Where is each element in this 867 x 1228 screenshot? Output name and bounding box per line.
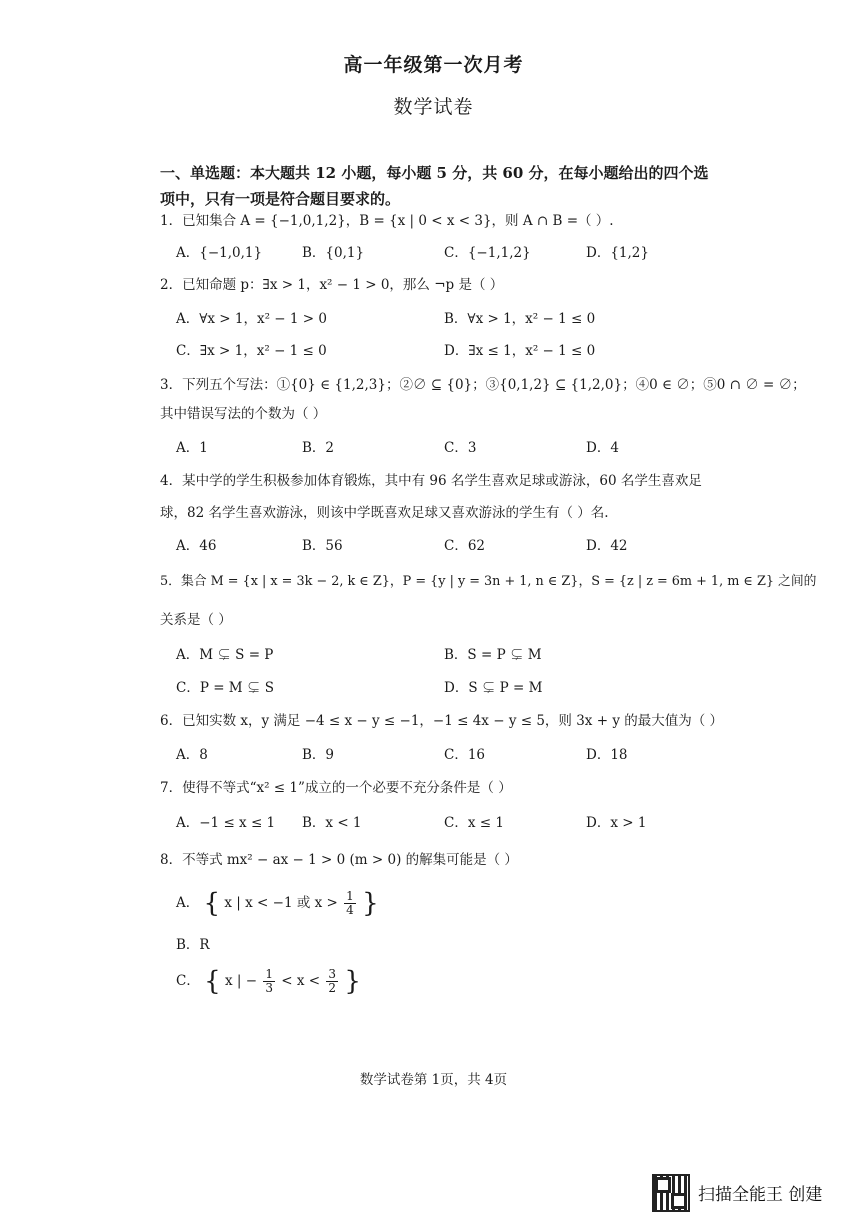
page-footer: 数学试卷第 1页，共 4页 [359,1072,508,1088]
option-c-text: x | − [224,973,258,989]
question-2-option-a: A．∀x > 1，x² − 1 > 0 [176,311,327,327]
section-line-2: 项中，只有一项是符合题目要求的。 [160,190,401,208]
option-c-label: C． [176,973,200,989]
question-3-option-d: D．4 [586,440,619,456]
question-8-option-c [176,968,361,995]
question-5-option-b: B．S = P ⊊ M [444,647,542,663]
question-7-option-a: A．−1 ≤ x ≤ 1 [176,815,276,831]
question-3-option-c: C．3 [444,440,477,456]
question-5-option-c: C．P = M ⊊ S [176,680,274,696]
option-a-label: A． [176,895,200,911]
exam-title: 高一年级第一次月考 [343,54,524,76]
question-6-option-d: D．18 [586,747,628,763]
option-c-fraction-1 [263,968,275,995]
right-brace-icon: } [362,888,379,919]
question-4-stem: 4．某中学的学生积极参加体育锻炼，其中有 96 名学生喜欢足球或游泳，60 名学生喜欢足 [160,473,702,489]
question-6-stem: 6．已知实数 x，y 满足 −4 ≤ x − y ≤ −1，−1 ≤ 4x − y ≤ 5，则 3x + y 的最大值为（ ） [160,713,724,729]
question-4-option-b: B．56 [302,538,343,554]
question-5-option-a: A．M ⊊ S = P [176,647,274,663]
fraction-denominator: 4 [346,903,354,917]
question-6-option-b: B．9 [302,747,335,763]
question-1-option-c: C．{−1,1,2} [444,245,531,261]
question-2-option-c: C．∃x > 1，x² − 1 ≤ 0 [176,343,327,359]
question-2-option-d: D．∃x ≤ 1，x² − 1 ≤ 0 [444,343,596,359]
question-1-option-b: B．{0,1} [302,245,365,261]
left-brace-icon: { [204,966,221,997]
section-heading [160,160,740,212]
question-5-option-d: D．S ⊊ P = M [444,680,543,696]
left-brace-icon: { [203,888,221,919]
question-8-option-a [176,890,379,917]
exam-subtitle: 数学试卷 [393,96,474,118]
question-4-option-c: C．62 [444,538,486,554]
qr-code-icon [652,1174,690,1212]
question-1-option-d: D．{1,2} [586,245,649,261]
question-7-option-d: D．x > 1 [586,815,647,831]
section-line-1: 一、单选题：本大题共 12 小题，每小题 5 分，共 60 分，在每小题给出的四个选 [160,164,709,182]
question-3-stem-2: 其中错误写法的个数为（ ） [160,406,327,422]
question-3-stem: 3．下列五个写法：①{0} ∈ {1,2,3}；②∅ ⊆ {0}；③{0,1,2} ⊆ {1,2,0}；④0 ∈ ∅；⑤0 ∩ ∅ = ∅； [160,377,806,393]
question-4-option-d: D．42 [586,538,628,554]
right-brace-icon: } [344,966,361,997]
question-7-option-b: B．x < 1 [302,815,362,831]
question-7-option-c: C．x ≤ 1 [444,815,504,831]
option-a-text: x | x < −1 或 x > [224,895,338,911]
question-2-stem: 2．已知命题 p：∃x > 1，x² − 1 > 0，那么 ¬p 是（ ） [160,277,504,293]
scanner-watermark: 扫描全能王 创建 [698,1185,823,1205]
question-5-stem-2: 关系是（ ） [160,612,232,628]
question-7-stem: 7．使得不等式“x² ≤ 1”成立的一个必要不充分条件是（ ） [160,780,512,796]
question-8-option-b: B．R [176,937,210,953]
option-a-fraction [344,890,356,917]
question-2-option-b: B．∀x > 1，x² − 1 ≤ 0 [444,311,596,327]
question-5-stem: 5．集合 M = {x | x = 3k − 2, k ∈ Z}，P = {y | y = 3n + 1, n ∈ Z}，S = {z | z = 6m + 1, m ∈ Z} 之间的 [160,574,817,589]
question-6-option-c: C．16 [444,747,486,763]
option-c-middle: < x < [281,973,321,989]
fraction-numerator: 3 [328,967,337,981]
option-c-fraction-2 [326,968,338,995]
question-3-option-a: A．1 [176,440,208,456]
question-1-stem: 1．已知集合 A = {−1,0,1,2}，B = {x | 0 < x < 3}，则 A ∩ B =（ ）. [160,213,614,229]
question-4-option-a: A．46 [176,538,217,554]
question-8-stem: 8．不等式 mx² − ax − 1 > 0 (m > 0) 的解集可能是（ ） [160,852,518,868]
fraction-denominator: 2 [328,981,337,995]
question-1-option-a: A．{−1,0,1} [176,245,263,261]
fraction-numerator: 1 [265,967,273,981]
fraction-denominator: 3 [265,981,273,995]
question-3-option-b: B．2 [302,440,335,456]
fraction-numerator: 1 [346,889,354,903]
question-6-option-a: A．8 [176,747,208,763]
question-4-stem-2: 球，82 名学生喜欢游泳，则该中学既喜欢足球又喜欢游泳的学生有（ ）名. [160,505,609,521]
